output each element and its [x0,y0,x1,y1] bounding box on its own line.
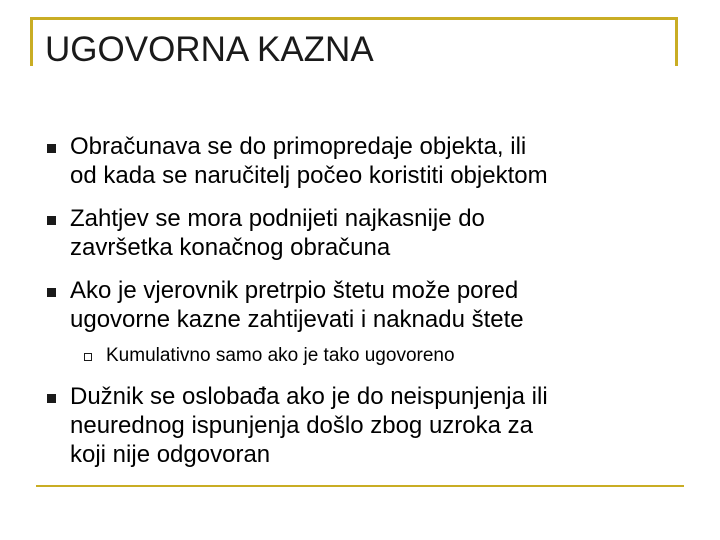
square-bullet-icon [47,394,56,403]
bullet-item-4 [70,382,690,469]
bullet-item-1-line-2: od kada se naručitelj počeo koristiti objektom [70,162,548,189]
square-bullet-icon [47,144,56,153]
square-bullet-icon [47,288,56,297]
title-frame-left-line [30,17,33,66]
bullet-item-2-line-2: završetka konačnog obračuna [70,234,391,261]
title-frame-right-line [675,17,678,66]
title-frame-top-line [30,17,678,20]
bullet-item-1 [70,132,690,190]
bullet-item-3-line-1: Ako je vjerovnik pretrpio štetu može pored [70,277,519,304]
square-bullet-icon [47,216,56,225]
bottom-rule-line [36,485,684,487]
bullet-item-2-line-1: Zahtjev se mora podnijeti najkasnije do [70,205,485,232]
bullet-item-1-line-1: Obračunava se do primopredaje objekta, ili [70,133,527,160]
bullet-item-2 [70,204,690,262]
bullet-item-4-line-1: Dužnik se oslobađa ako je do neispunjenja ili [70,383,548,410]
hollow-square-bullet-icon [84,353,92,361]
bullet-item-4-line-2: neurednog ispunjenja došlo zbog uzroka za [70,412,533,439]
slide-title: UGOVORNA KAZNA [45,30,374,69]
sub-bullet-item: Kumulativno samo ako je tako ugovoreno [106,345,455,366]
bullet-item-4-line-3: koji nije odgovoran [70,441,271,468]
bullet-item-3 [70,276,690,334]
bullet-item-3-line-2: ugovorne kazne zahtijevati i naknadu štete [70,306,524,333]
